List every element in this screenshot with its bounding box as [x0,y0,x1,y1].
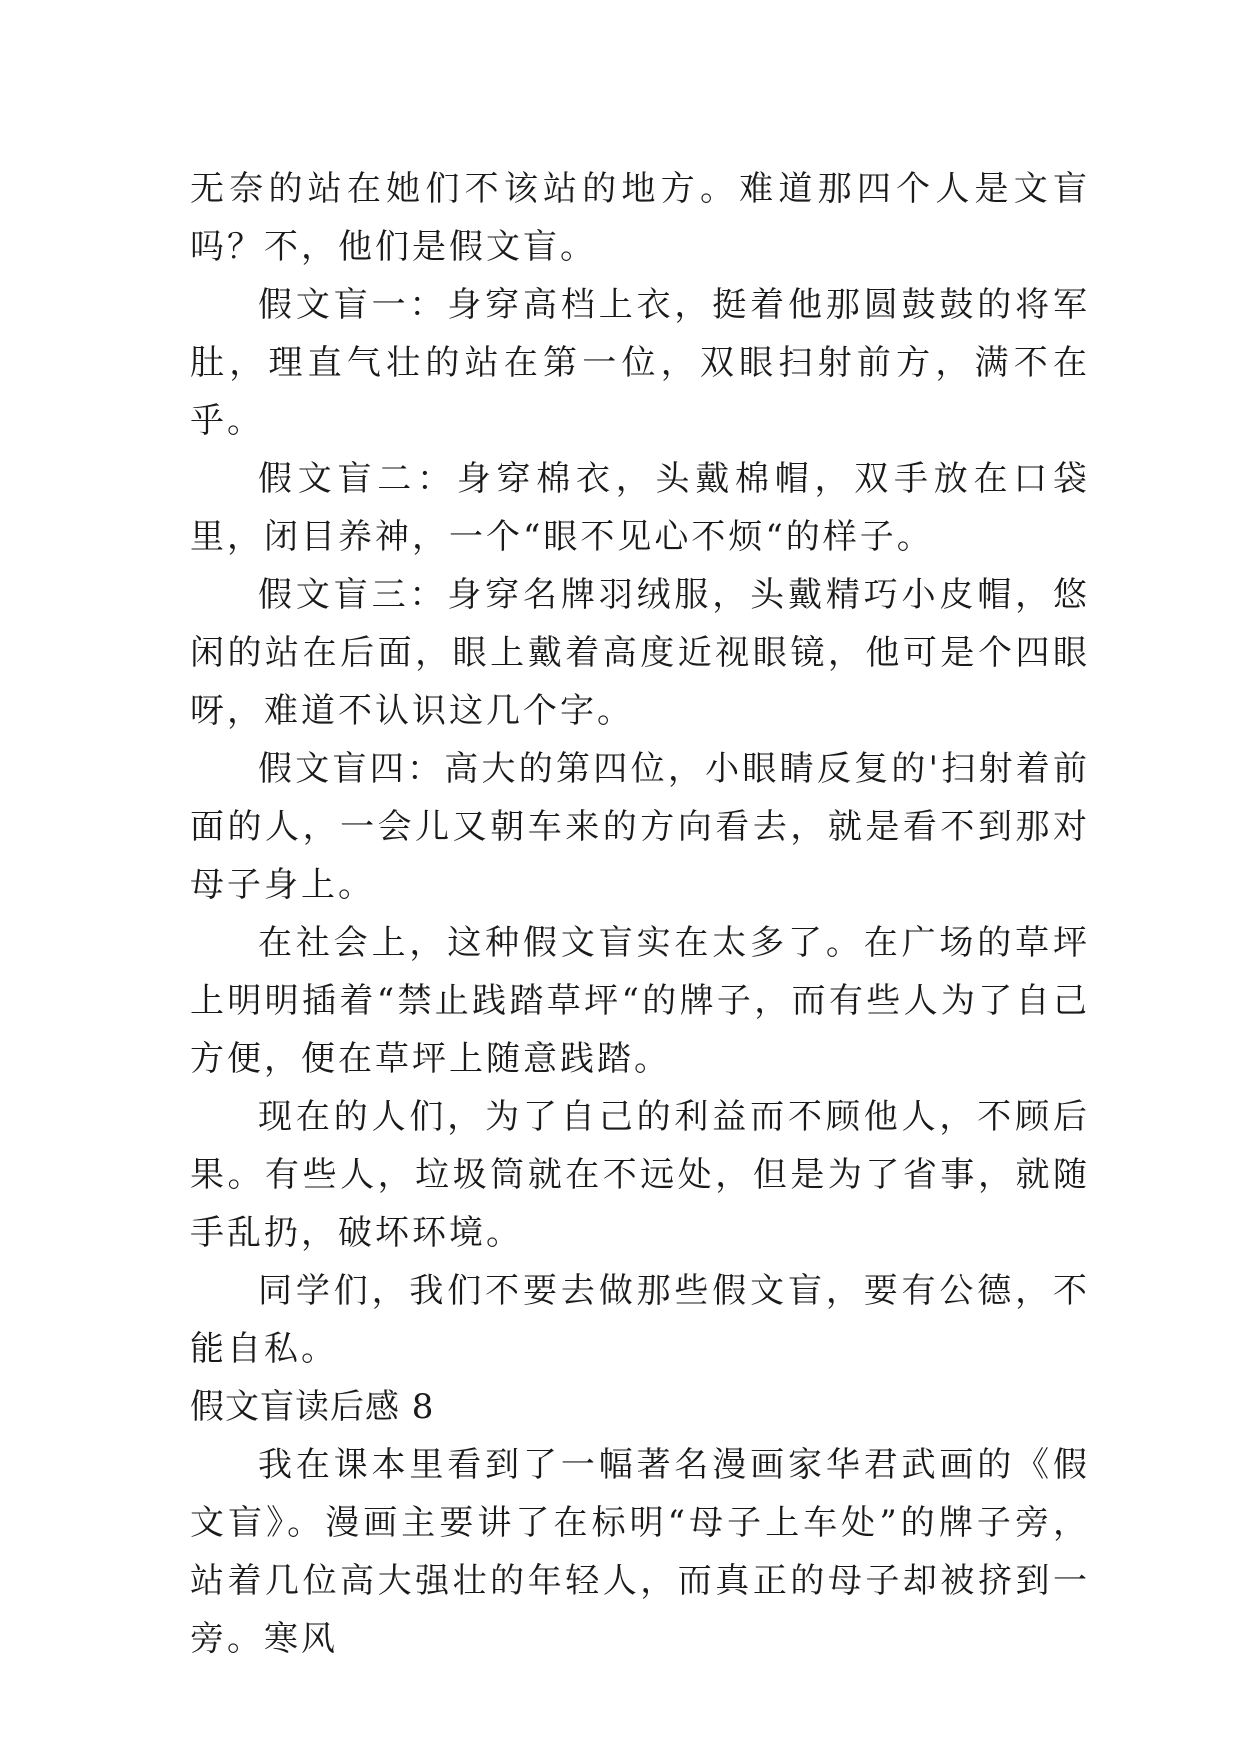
section-heading: 假文盲读后感 8 [190,1387,435,1427]
document-body [190,160,1090,1668]
paragraph-society: 在社会上，这种假文盲实在太多了。在广场的草坪上明明插着“禁止践踏草坪“的牌子，而有些人为了自己方便，便在草坪上随意践踏。 [190,923,1090,1079]
paragraph-people-today: 现在的人们，为了自己的利益而不顾他人，不顾后果。有些人，垃圾筒就在不远处，但是为了省事，就随手乱扔，破坏环境。 [190,1097,1090,1253]
paragraph-fake-illiterate-three: 假文盲三：身穿名牌羽绒服，头戴精巧小皮帽，悠闲的站在后面，眼上戴着高度近视眼镜，他可是个四眼呀，难道不认识这几个字。 [190,575,1090,731]
paragraph-fake-illiterate-two: 假文盲二：身穿棉衣，头戴棉帽，双手放在口袋里，闭目养神，一个“眼不见心不烦“的样子。 [190,459,1090,557]
paragraph-classmates: 同学们，我们不要去做那些假文盲，要有公德，不能自私。 [190,1271,1090,1369]
paragraph-continuation: 无奈的站在她们不该站的地方。难道那四个人是文盲吗？不，他们是假文盲。 [190,169,1090,267]
paragraph-fake-illiterate-one: 假文盲一：身穿高档上衣，挺着他那圆鼓鼓的将军肚，理直气壮的站在第一位，双眼扫射前方，满不在乎。 [190,285,1090,441]
paragraph-essay-eight-opening: 我在课本里看到了一幅著名漫画家华君武画的《假文盲》。漫画主要讲了在标明“母子上车处”的牌子旁，站着几位高大强壮的年轻人，而真正的母子却被挤到一旁。寒风 [190,1445,1090,1659]
paragraph-fake-illiterate-four: 假文盲四：高大的第四位，小眼睛反复的'扫射着前面的人，一会儿又朝车来的方向看去，就是看不到那对母子身上。 [190,749,1090,905]
